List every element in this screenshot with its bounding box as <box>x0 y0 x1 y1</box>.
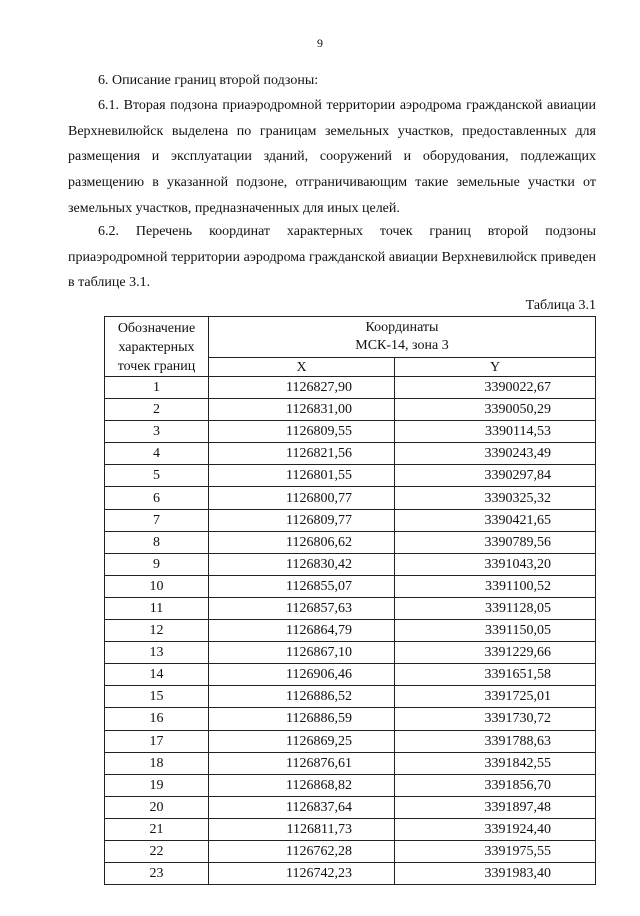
table-row <box>105 730 596 752</box>
x-coordinate: 1126801,55 <box>209 465 395 487</box>
table-row <box>105 553 596 575</box>
point-number: 16 <box>105 708 209 730</box>
table-row <box>105 399 596 421</box>
y-coordinate: 3391100,52 <box>395 575 596 597</box>
x-coordinate: 1126886,52 <box>209 686 395 708</box>
point-number: 6 <box>105 487 209 509</box>
x-coordinate: 1126806,62 <box>209 531 395 553</box>
coordinates-header <box>209 317 596 358</box>
table-row <box>105 686 596 708</box>
y-coordinate: 3391975,55 <box>395 840 596 862</box>
x-coordinate: 1126906,46 <box>209 664 395 686</box>
y-coordinate: 3391043,20 <box>395 553 596 575</box>
x-coordinate: 1126830,42 <box>209 553 395 575</box>
point-number: 23 <box>105 863 209 885</box>
point-number: 3 <box>105 421 209 443</box>
section-heading: 6. Описание границ второй подзоны: <box>98 73 319 88</box>
table-row <box>105 597 596 619</box>
point-number: 2 <box>105 399 209 421</box>
table-row <box>105 642 596 664</box>
point-number: 5 <box>105 465 209 487</box>
x-coordinate: 1126857,63 <box>209 597 395 619</box>
point-number: 19 <box>105 774 209 796</box>
table-caption: Таблица 3.1 <box>525 298 596 313</box>
coordinate-system: МСК-14, зона 3 <box>355 338 449 353</box>
table-row <box>105 818 596 840</box>
point-number: 14 <box>105 664 209 686</box>
y-coordinate: 3390325,32 <box>395 487 596 509</box>
point-number: 12 <box>105 620 209 642</box>
point-number: 13 <box>105 642 209 664</box>
y-coordinate: 3391983,40 <box>395 863 596 885</box>
point-number: 22 <box>105 840 209 862</box>
table-row <box>105 509 596 531</box>
point-number: 10 <box>105 575 209 597</box>
point-number: 11 <box>105 597 209 619</box>
table-row <box>105 377 596 399</box>
point-number: 15 <box>105 686 209 708</box>
x-coordinate: 1126831,00 <box>209 399 395 421</box>
point-number: 18 <box>105 752 209 774</box>
y-coordinate: 3391150,05 <box>395 620 596 642</box>
point-number: 1 <box>105 377 209 399</box>
y-coordinate: 3391229,66 <box>395 642 596 664</box>
x-coordinate: 1126809,77 <box>209 509 395 531</box>
x-coordinate: 1126762,28 <box>209 840 395 862</box>
x-coordinate: 1126809,55 <box>209 421 395 443</box>
y-coordinate: 3391730,72 <box>395 708 596 730</box>
point-number: 9 <box>105 553 209 575</box>
x-coordinate: 1126868,82 <box>209 774 395 796</box>
point-number: 4 <box>105 443 209 465</box>
y-coordinate: 3390297,84 <box>395 465 596 487</box>
table-row <box>105 465 596 487</box>
coordinates-title: Координаты <box>365 320 439 335</box>
table-row <box>105 863 596 885</box>
y-coordinate: 3390050,29 <box>395 399 596 421</box>
x-column-header: X <box>209 358 395 377</box>
table-row <box>105 421 596 443</box>
point-number: 17 <box>105 730 209 752</box>
table-row <box>105 620 596 642</box>
point-number: 21 <box>105 818 209 840</box>
x-coordinate: 1126742,23 <box>209 863 395 885</box>
table-row <box>105 443 596 465</box>
table-row <box>105 708 596 730</box>
table-row <box>105 664 596 686</box>
x-coordinate: 1126855,07 <box>209 575 395 597</box>
page-number: 9 <box>317 36 323 50</box>
y-coordinate: 3390243,49 <box>395 443 596 465</box>
points-column-header: Обозначение характерных точек границ <box>105 317 209 377</box>
y-coordinate: 3391842,55 <box>395 752 596 774</box>
table-row <box>105 752 596 774</box>
y-coordinate: 3391924,40 <box>395 818 596 840</box>
x-coordinate: 1126811,73 <box>209 818 395 840</box>
y-column-header: Y <box>395 358 596 377</box>
x-coordinate: 1126837,64 <box>209 796 395 818</box>
x-coordinate: 1126827,90 <box>209 377 395 399</box>
x-coordinate: 1126869,25 <box>209 730 395 752</box>
x-coordinate: 1126876,61 <box>209 752 395 774</box>
x-coordinate: 1126821,56 <box>209 443 395 465</box>
table-row <box>105 840 596 862</box>
point-number: 7 <box>105 509 209 531</box>
y-coordinate: 3391725,01 <box>395 686 596 708</box>
table-row <box>105 487 596 509</box>
y-coordinate: 3390022,67 <box>395 377 596 399</box>
paragraph-6-1-text: 6.1. Вторая подзона приаэродромной территории аэродрома гражданской авиации Верхневилюйск выделена по границам земельных участков, предоставленных для размещения и эксплуатации зданий, сооружений и оборудования, подлежащих размещению в указанной подзоне, отграничивающим такие земельные участки от земельных участков, предназначенных для иных целей. <box>68 98 596 216</box>
point-number: 8 <box>105 531 209 553</box>
x-coordinate: 1126864,79 <box>209 620 395 642</box>
coordinates-table <box>104 316 596 885</box>
paragraph-6-2 <box>68 219 596 296</box>
y-coordinate: 3391897,48 <box>395 796 596 818</box>
paragraph-6-2-text: 6.2. Перечень координат характерных точек границ второй подзоны приаэродромной территории аэродрома гражданской авиации Верхневилюйск приведен в таблице 3.1. <box>68 224 596 291</box>
table-row <box>105 531 596 553</box>
point-number: 20 <box>105 796 209 818</box>
table-body <box>105 377 596 885</box>
paragraph-6-1 <box>68 93 596 222</box>
x-coordinate: 1126886,59 <box>209 708 395 730</box>
y-coordinate: 3391856,70 <box>395 774 596 796</box>
y-coordinate: 3390114,53 <box>395 421 596 443</box>
y-coordinate: 3391128,05 <box>395 597 596 619</box>
table-row <box>105 575 596 597</box>
y-coordinate: 3391788,63 <box>395 730 596 752</box>
table-row <box>105 774 596 796</box>
table-row <box>105 796 596 818</box>
y-coordinate: 3390789,56 <box>395 531 596 553</box>
x-coordinate: 1126867,10 <box>209 642 395 664</box>
y-coordinate: 3390421,65 <box>395 509 596 531</box>
x-coordinate: 1126800,77 <box>209 487 395 509</box>
y-coordinate: 3391651,58 <box>395 664 596 686</box>
